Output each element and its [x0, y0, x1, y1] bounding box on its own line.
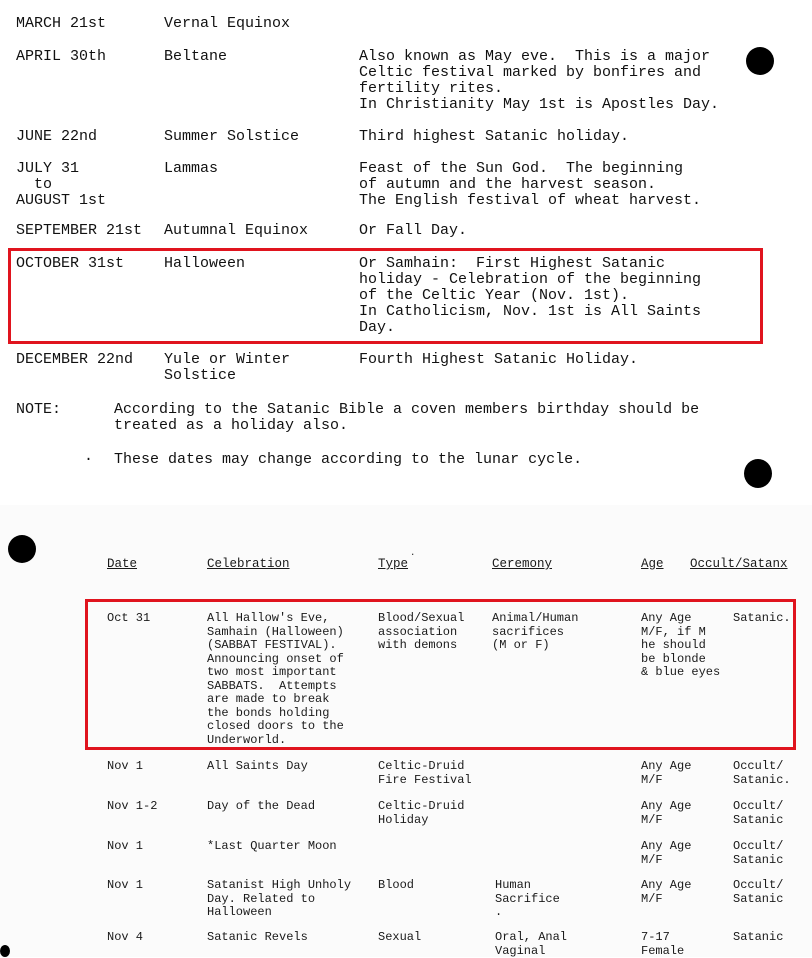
header-celebration: Celebration — [207, 557, 290, 571]
cell-celebration: All Hallow's Eve, Samhain (Halloween) (SABBAT FESTIVAL). Announcing onset of two most important SABBATS. Attempts are made to break the bonds holding closed doors to the Underworld. — [207, 611, 344, 747]
cell-type: Blood/Sexual association with demons — [378, 611, 465, 652]
bullet-dot: · — [84, 451, 94, 468]
cell-ceremony: Oral, Anal Vaginal — [495, 930, 568, 958]
cell-celebration: *Last Quarter Moon — [207, 839, 337, 853]
note-label: NOTE: — [16, 401, 62, 418]
note-text-lunar: These dates may change according to the lunar cycle. — [114, 451, 583, 468]
holiday-name: Yule or Winter Solstice — [164, 351, 291, 384]
cell-age: Any Age M/F — [641, 878, 692, 906]
cell-date: Nov 4 — [107, 930, 144, 944]
holiday-name: Vernal Equinox — [164, 15, 291, 32]
cell-celebration: Satanist High Unholy Day. Related to Halloween — [207, 878, 352, 919]
header-ceremony: Ceremony — [492, 557, 553, 571]
note-text: According to the Satanic Bible a coven members birthday should be treated as a holiday also. — [114, 401, 700, 434]
header-age: Age — [641, 557, 664, 571]
cell-age: Any Age M/F — [641, 759, 692, 787]
cell-celebration: Satanic Revels — [207, 930, 308, 944]
cell-age: 7-17 Female — [641, 930, 685, 958]
speck: · — [410, 550, 416, 560]
scan-hole-mark — [0, 945, 10, 957]
header-type: Type — [378, 557, 409, 571]
cell-occult: Satanic — [733, 930, 784, 944]
cell-age: Any Age M/F — [641, 799, 692, 827]
cell-ceremony: Human Sacrifice . — [495, 878, 560, 919]
cell-occult: Occult/ Satanic — [733, 878, 784, 906]
cell-type: Celtic-Druid Fire Festival — [378, 759, 472, 787]
cell-occult: Occult/ Satanic — [733, 799, 784, 827]
holiday-name: Autumnal Equinox — [164, 222, 309, 239]
cell-type: Celtic-Druid Holiday — [378, 799, 465, 827]
holiday-description: Or Samhain: First Highest Satanic holiday - Celebration of the beginning of the Celtic Year (Nov. 1st). In Catholicism, Nov. 1st is All Saints Day. — [359, 255, 702, 336]
holiday-date: SEPTEMBER 21st — [16, 222, 143, 239]
header-date: Date — [107, 557, 138, 571]
cell-occult: Satanic. — [733, 611, 791, 625]
cell-age: Any Age M/F, if M he should be blonde & blue eyes — [641, 611, 721, 679]
scan-hole-mark — [8, 535, 36, 563]
scan-hole-mark — [744, 459, 772, 488]
cell-date: Nov 1 — [107, 839, 144, 853]
holiday-name: Beltane — [164, 48, 228, 65]
holiday-description: Also known as May eve. This is a major Celtic festival marked by bonfires and fertility rites. In Christianity May 1st is Apostles Day. — [359, 48, 720, 113]
holiday-date: OCTOBER 31st — [16, 255, 125, 272]
cell-age: Any Age M/F — [641, 839, 692, 867]
cell-occult: Occult/ Satanic. — [733, 759, 791, 787]
holiday-name: Summer Solstice — [164, 128, 300, 145]
cell-date: Nov 1-2 — [107, 799, 158, 813]
cell-occult: Occult/ Satanic — [733, 839, 784, 867]
holiday-date: JUNE 22nd — [16, 128, 98, 145]
holiday-description: Feast of the Sun God. The beginning of autumn and the harvest season. The English festival of wheat harvest. — [359, 160, 702, 209]
sabbat-table — [0, 505, 812, 957]
holiday-description: Fourth Highest Satanic Holiday. — [359, 351, 639, 368]
cell-ceremony: Animal/Human sacrifices (M or F) — [492, 611, 579, 652]
cell-celebration: All Saints Day — [207, 759, 308, 773]
cell-date: Oct 31 — [107, 611, 151, 625]
holiday-description: Or Fall Day. — [359, 222, 468, 239]
cell-date: Nov 1 — [107, 878, 144, 892]
cell-type: Sexual — [378, 930, 422, 944]
cell-date: Nov 1 — [107, 759, 144, 773]
cell-celebration: Day of the Dead — [207, 799, 316, 813]
holiday-date: JULY 31 to AUGUST 1st — [16, 160, 107, 209]
holiday-name: Lammas — [164, 160, 219, 177]
holiday-name: Halloween — [164, 255, 246, 272]
holiday-date: MARCH 21st — [16, 15, 107, 32]
holiday-description: Third highest Satanic holiday. — [359, 128, 630, 145]
header-occult: Occult/Satanx — [690, 557, 788, 571]
holiday-date: APRIL 30th — [16, 48, 107, 65]
holiday-date: DECEMBER 22nd — [16, 351, 134, 368]
scan-hole-mark — [746, 47, 774, 75]
cell-type: Blood — [378, 878, 415, 892]
